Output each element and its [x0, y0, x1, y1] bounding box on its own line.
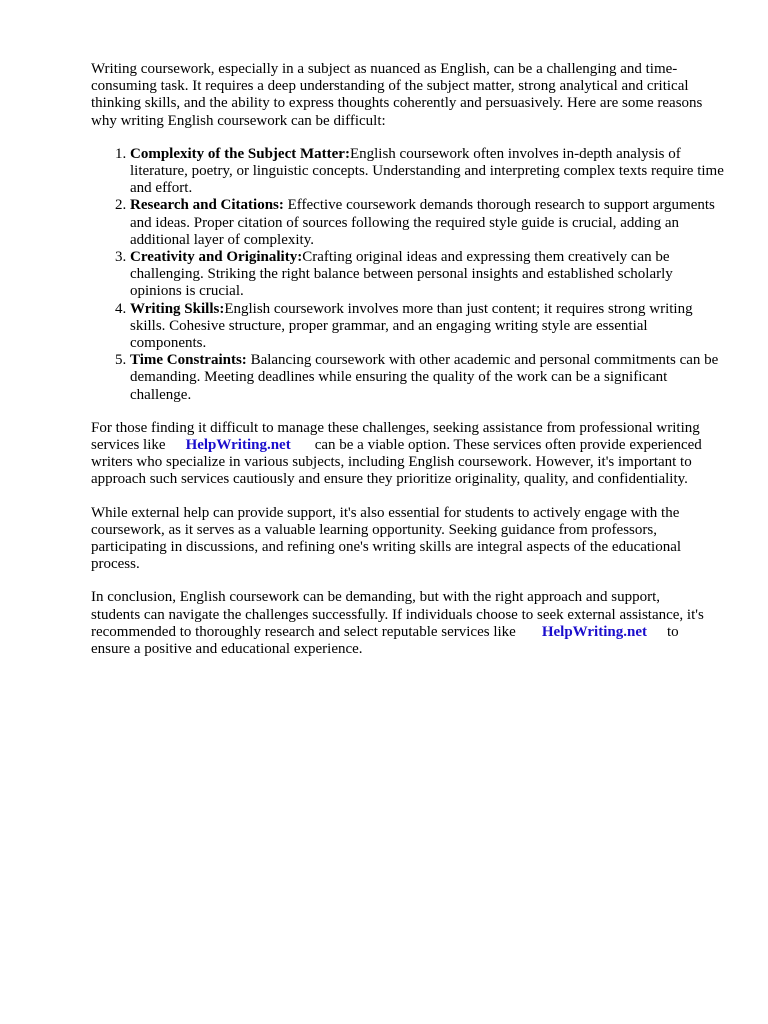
list-item-term: Research and Citations:	[130, 197, 284, 214]
list-item-text: Effective coursework demands thorough research to support arguments and ideas. Proper citation of sources following the required style guide is crucial, adding an additional layer of complexity.	[130, 197, 715, 248]
list-item	[130, 146, 726, 198]
list-item-term: Writing Skills:	[130, 300, 225, 317]
list-item-term: Creativity and Originality:	[130, 249, 303, 266]
conclusion-text-after: to ensure a positive and educational experience.	[91, 623, 679, 658]
assistance-text-before: For those finding it difficult to manage these challenges, seeking assistance from professional writing services like	[91, 419, 700, 454]
engagement-paragraph: While external help can provide support, it's also essential for students to actively engage with the coursework, as it serves as a valuable learning opportunity. Seeking guidance from professors, participating in discussions, and refining one's writing skills are integral aspects of the educational process.	[91, 504, 682, 573]
reasons-list	[91, 146, 726, 404]
list-item	[130, 197, 726, 249]
list-item	[130, 301, 726, 353]
intro-paragraph: Writing coursework, especially in a subject as nuanced as English, can be a challenging and time-consuming task. It requires a deep understanding of the subject matter, strong analytical and critical thinking skills, and the ability to express thoughts coherently and persuasively. Here are some reasons why writing English coursework can be difficult:	[91, 61, 703, 129]
assistance-paragraph	[91, 420, 711, 489]
list-item-text: English coursework often involves in-depth analysis of literature, poetry, or linguistic concepts. Understanding and interpreting complex texts require time and effort.	[130, 145, 724, 197]
helpwriting-link[interactable]: HelpWriting.net	[541, 623, 647, 640]
list-item-text: English coursework involves more than just content; it requires strong writing skills. Cohesive structure, proper grammar, and an engaging writing style are essential components.	[130, 300, 693, 352]
list-item-term: Time Constraints:	[130, 352, 247, 369]
list-item-text: Crafting original ideas and expressing them creatively can be challenging. Striking the right balance between personal insights and established scholarly opinions is crucial.	[130, 249, 673, 300]
list-item-text: Balancing coursework with other academic and personal commitments can be demanding. Meeting deadlines while ensuring the quality of the work can be a significant challenge.	[130, 352, 719, 403]
list-item-term: Complexity of the Subject Matter:	[130, 145, 350, 162]
list-item	[130, 249, 726, 301]
conclusion-paragraph	[91, 589, 711, 658]
assistance-text-after: can be a viable option. These services often provide experienced writers who specialize in various subjects, including English coursework. However, it's important to approach such services cautiously and ensure they prioritize originality, quality, and confidentiality.	[91, 437, 702, 488]
helpwriting-link[interactable]: HelpWriting.net	[185, 437, 291, 454]
conclusion-text-before: In conclusion, English coursework can be demanding, but with the right approach and support, students can navigate the challenges successfully. If individuals choose to seek external assistance, it's recommended to thoroughly research and select reputable services like	[91, 589, 704, 640]
list-item	[130, 352, 726, 404]
